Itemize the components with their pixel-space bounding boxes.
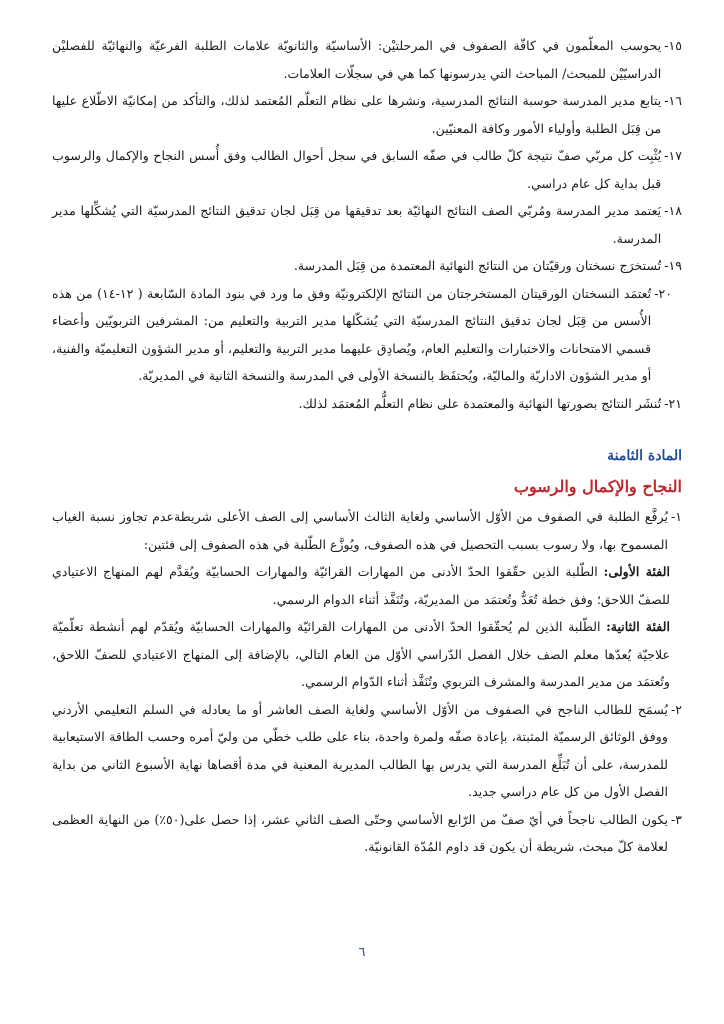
page-number: ٦ [358,944,366,960]
item-text: يحوسب المعلّمون في كافّة الصفوف في المرحلتيْن: الأساسيّة والثانويّة علامات الطلبة الفرعيّة والنهائيّة للفصليْن الدراسيّيْن للمبحث/ المباحث التي يدرسونها كما هي في سجلّات العلامات. [52,38,662,81]
category-text: الطّلبة الذين لم يُحقّقوا الحدّ الأدنى من المهارات القرائيّة والمهارات الحسابيّة ويُقدّم لهم أنشطة تعلّميّة علاجيّة يُعدّها معلم الصف خلال الفصل الدّراسي الأوّل من العام التالي، بالإضافة إلى المنهاج الاعتيادي للصفّ اللاحق، وتُعتمَد من مدير المدرسة والمشرف التربوي وتُنَفَّذ أثناء الدّوام الرسمي. [52,619,670,689]
item-number: ٢١- [664,395,682,411]
item-text: يَعتمد مدير المدرسة ومُربّي الصف النتائج النهائيّة بعد تدقيقها من قِبَل لجان تدقيق النتائج المدرسيّة التي يُشكِّلها مدير المدرسة. [52,203,662,246]
item-text: تُعتمَد النسختان الورقيتان المستخرجتان من النتائج الإلكترونيّة وفق ما ورد في بنود المادة السّابعة ( ١٢-١٤) من هذه الأُسس من قِبَل لجان تدقيق النتائج المدرسيّة التي يُشكّلها مدير التربية والتعليم من: المشرفين التربويّين وأعضاء قسمي الامتحانات والاختبارات والتعليم العام، ويُصادِق عليهما مدير التربية والتعليم، أو مدير الشؤون التعليميّة والفنية، أو مدير الشؤون الاداريّة والماليّة، ويُحتفَظ بالنسخة الأولى في المدرسة والنسخة الثانية في المديريّة. [52,285,652,383]
section-gap [52,417,682,435]
item-number: ١٧- [664,148,682,163]
list-item [52,197,682,252]
list-item [52,32,682,87]
item-text: يُثْبِت كل مربّي صفّ نتيجة كلّ طالب في صفّه السابق في سجل أحوال الطالب وفق أُسس النجاح والإكمال والرسوب قبل بداية كل عام دراسي. [52,148,662,191]
item-text: تُنشَر النتائج بصورتها النهائية والمعتمدة على نظام التعلُّم المُعتمَد لذلك. [298,395,662,411]
item-number: ٢- [670,701,682,717]
item-text: يُرفَّع الطلبة في الصفوف من الأوّل الأساسي ولغاية الثالث الأساسي إلى الصف الأعلى شريطةعدم تجاوز نسبة الغياب المسموح بها، ولا رسوب بسبب التحصيل في هذه الصفوف، ويُوزَّع الطّلبة في هذه الصفوف إلى فئتين: [52,509,668,552]
category-text: الطّلبة الذين حقّقوا الحدّ الأدنى من المهارات القرائيّة والمهارات الحسابيّة ويُقدَّم لهم المنهاج الاعتيادي للصفّ اللاحق؛ وفق خطة تُعَدُّ وتُعتمَد من المديريّة، وتُنَفَّذ أثناء الدوام الرسمي. [52,564,670,607]
category-paragraph [52,613,670,696]
category-label: الفئة الثانية: [606,619,670,634]
category-label: الفئة الأولى: [603,564,670,579]
list-item [52,390,682,418]
list-item [52,142,682,197]
list-item [52,87,682,142]
item-number: ٢٠- [654,285,672,301]
item-number: ١- [670,509,682,524]
list-item [52,503,682,558]
item-number: ١٦- [664,93,682,108]
item-text: يتابع مدير المدرسة حوسبة النتائج المدرسية، ونشرها على نظام التعلّم المُعتمد لذلك، والتأكد من إمكانيّة الاطّلاع عليها من قِبَل الطلبة وأولياء الأمور وكافة المعنيّين. [52,93,662,136]
list-item [52,252,682,280]
item-text: يُسمَح للطالب الناجح في الصفوف من الأوّل الأساسي ولغاية الصف العاشر أو ما يعادله في السلم التعليمي الأردني ووفق الوثائق الرسميّة المثبتة، بإعادة صفّه ولمرة واحدة، بناء على طلب خطّي من وليّ أمره وحسب الطاقة الاستيعابية للمدرسة، على أن تُبَلِّغ المدرسة التي يدرس بها الطالب المديرية المعنية في مدة أقصاها نهاية الأسبوع الثاني من بداية الفصل الأول من كل عام دراسي جديد. [52,701,668,799]
item-number: ٣- [670,811,682,827]
items-top [52,32,682,417]
item-number: ١٨- [664,203,682,218]
list-item [52,280,682,390]
category-paragraph [52,558,670,613]
item-text: يكون الطالب ناجحاً في أيّ صفّ من الرّابع الأساسي وحتّى الصف الثاني عشر، إذا حصل على(٥٠٪) من النهاية العظمى لعلامة كلّ مبحث، شريطة أن يكون قد داوم المُدّة القانونيّة. [52,811,668,854]
article-title: المادة الثامنة [607,448,682,464]
list-item [52,696,682,806]
section-title: النجاح والإكمال والرسوب [513,477,682,496]
item-number: ١٩- [664,258,682,273]
item-text: تُستخرَج نسختان ورقيّتان من النتائج النهائية المعتمدة من قِبَل المدرسة. [293,258,662,273]
list-item [52,806,682,861]
item-number: ١٥- [664,38,682,53]
